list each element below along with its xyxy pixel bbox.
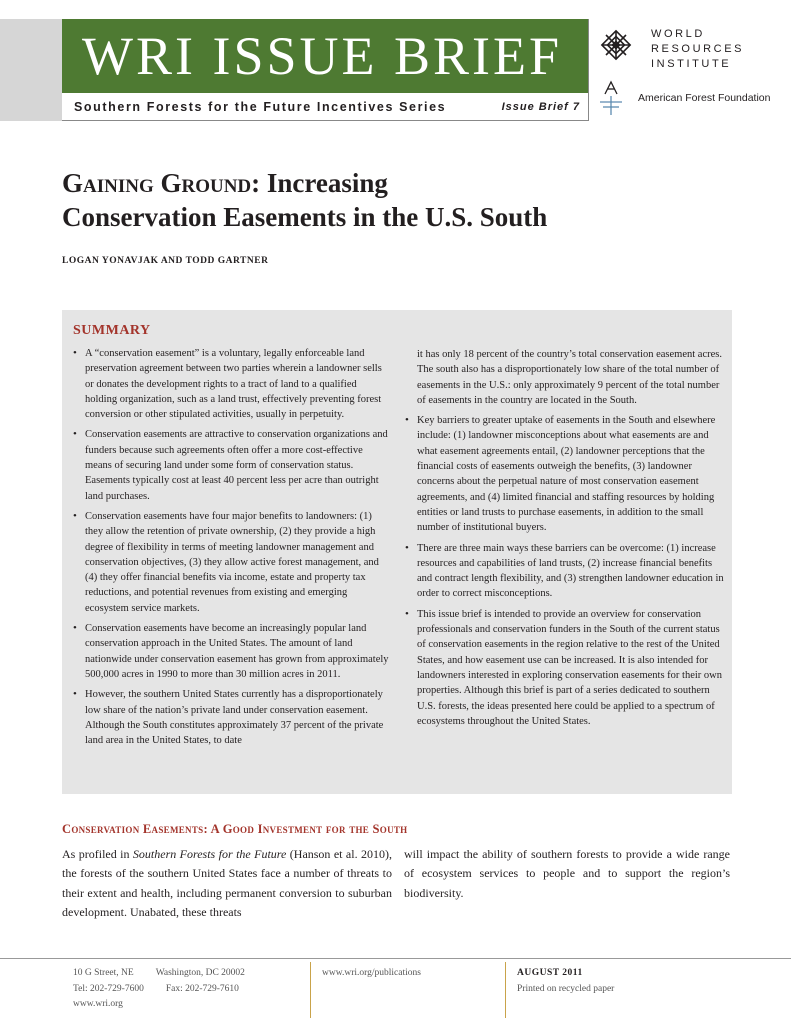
title-banner: [62, 19, 588, 93]
wri-name: [651, 27, 744, 72]
footer-date: AUGUST 2011: [517, 968, 583, 978]
summary-bullet: • Conservation easements have four major benefits to landowners: (1) they allow the retention of private ownership, (2) they provide a high degree of flexibility in terms of meeting landowner management and conservation objectives, (3) they allow active forest management, and (4) they offer financial benefits via income, estate and property tax reductions, and potential revenues from existing and emerging ecosystem service markets.: [70, 509, 390, 616]
footer-city: Washington, DC 20002: [155, 968, 245, 978]
body-text: (Hanson et al. 2010), the forests of the southern United States face a number of threats to their extent and health, including permanent conversion to suburban development. Unabated, these threats: [62, 847, 393, 919]
title-part-2: : Increasing: [251, 168, 388, 198]
aff-name: American Forest Foundation: [638, 92, 771, 104]
series-name: Southern Forests for the Future Incentives Series: [74, 100, 447, 114]
aff-tree-logo-icon: [597, 80, 627, 116]
summary-heading: SUMMARY: [73, 323, 151, 338]
summary-bullet: • This issue brief is intended to provide an overview for conservation professionals and conservation funders in the South of the current status of conservation easements in the region relative to the rest of the United States, and how easement use can be increased. It is also intended for landowners interested in exploring conservation easements for their own properties. Although this brief is part of a series dedicated to southern U.S. forests, the ideas presented here could be applied to a spectrum of ecosystems throughout the United States.: [402, 607, 724, 729]
banner-title: WRI ISSUE BRIEF: [82, 26, 563, 86]
footer-address: 10 G Street, NE: [73, 968, 134, 978]
summary-bullet: • A “conservation easement” is a voluntary, legally enforceable land preservation agreement between two parties wherein a landowner sells or donates the development rights to a tract of land to a qualified holding organization, such as a land trust, effectively preventing forest conversion or other stipulated activities, usually in perpetuity.: [70, 346, 390, 422]
body-left-column: [62, 845, 392, 922]
footer-website[interactable]: www.wri.org: [73, 999, 123, 1009]
footer-meta: [517, 966, 717, 997]
body-right-column: will impact the ability of southern forests to provide a wide range of ecosystem services to people and to support the region’s biodiversity.: [404, 847, 730, 900]
footer-contact: [73, 966, 308, 1013]
summary-bullet: • There are three main ways these barriers can be overcome: (1) increase resources and capabilities of land trusts, (2) increase financial benefits and contract length flexibility, and (3) strengthen landowner education in order to correct misconceptions.: [402, 541, 724, 602]
body-citation-title: Southern Forests for the Future: [132, 847, 287, 861]
summary-bullet: • However, the southern United States currently has a disproportionately low share of the nation’s private land under conservation easement. Although the South constitutes approximately 37 percent of the private land area in the United States, to date: [70, 687, 390, 748]
summary-box: [62, 310, 732, 794]
series-bar: [62, 93, 588, 121]
section-heading: Conservation Easements: A Good Investment for the South: [62, 822, 408, 836]
wri-knot-logo-icon: [597, 26, 635, 64]
summary-bullet: • Conservation easements are attractive to conservation organizations and funders because such agreements often offer a more cost-effective means of securing land under some form of conservation status. Easements typically cost at least 40 percent less per acre than outright land purchases.: [70, 427, 390, 503]
authors: LOGAN YONAVJAK AND TODD GARTNER: [62, 256, 269, 266]
summary-left-column: [70, 346, 390, 753]
footer-paper-note: Printed on recycled paper: [517, 983, 615, 994]
wri-name-line: RESOURCES: [651, 43, 745, 55]
summary-bullet: • Conservation easements have become an increasingly popular land conservation approach in the United States. The amount of land nationwide under conservation easement has grown from approximately 500,000 acres in 1990 to more than 30 million acres in 2011.: [70, 621, 390, 682]
footer-tel: Tel: 202-729-7600: [73, 983, 144, 994]
footer-publications: [322, 966, 502, 982]
header-divider: [588, 19, 589, 121]
header-side-panel: [0, 19, 62, 121]
footer-separator: [310, 962, 311, 1018]
summary-bullet: • Key barriers to greater uptake of easements in the South and elsewhere include: (1) landowner misconceptions about what easements are and what easement agreements entail, (2) landowner perceptions that the financial costs of easements outweigh the benefits, (3) landowner concerns about the perpetual nature of most conservation easement agreements, and (4) limited financial and staffing resources by holding entities or land trusts to purchase easements, in addition to the small number of institutional buyers.: [402, 413, 724, 535]
title-line-2: Conservation Easements in the U.S. South: [62, 202, 548, 232]
summary-right-column: [402, 347, 724, 734]
title-part-1: Gaining Ground: [62, 168, 252, 198]
issue-number: Issue Brief 7: [501, 101, 580, 113]
page-title: [62, 166, 662, 234]
wri-name-line: INSTITUTE: [651, 58, 732, 70]
footer-fax: Fax: 202-729-7610: [165, 983, 239, 994]
wri-name-line: WORLD: [651, 28, 705, 40]
footer-publications-link[interactable]: www.wri.org/publications: [322, 968, 421, 978]
footer-separator: [505, 962, 506, 1018]
summary-bullet-continued: it has only 18 percent of the country’s total conservation easement acres. The south also has a disproportionately low share of the total number of easements in the U.S.: only approximately 9 percent of the total number of easements in the country are located in the South.: [417, 349, 722, 406]
footer-rule: [0, 958, 791, 959]
body-text: As profiled in: [62, 847, 133, 861]
